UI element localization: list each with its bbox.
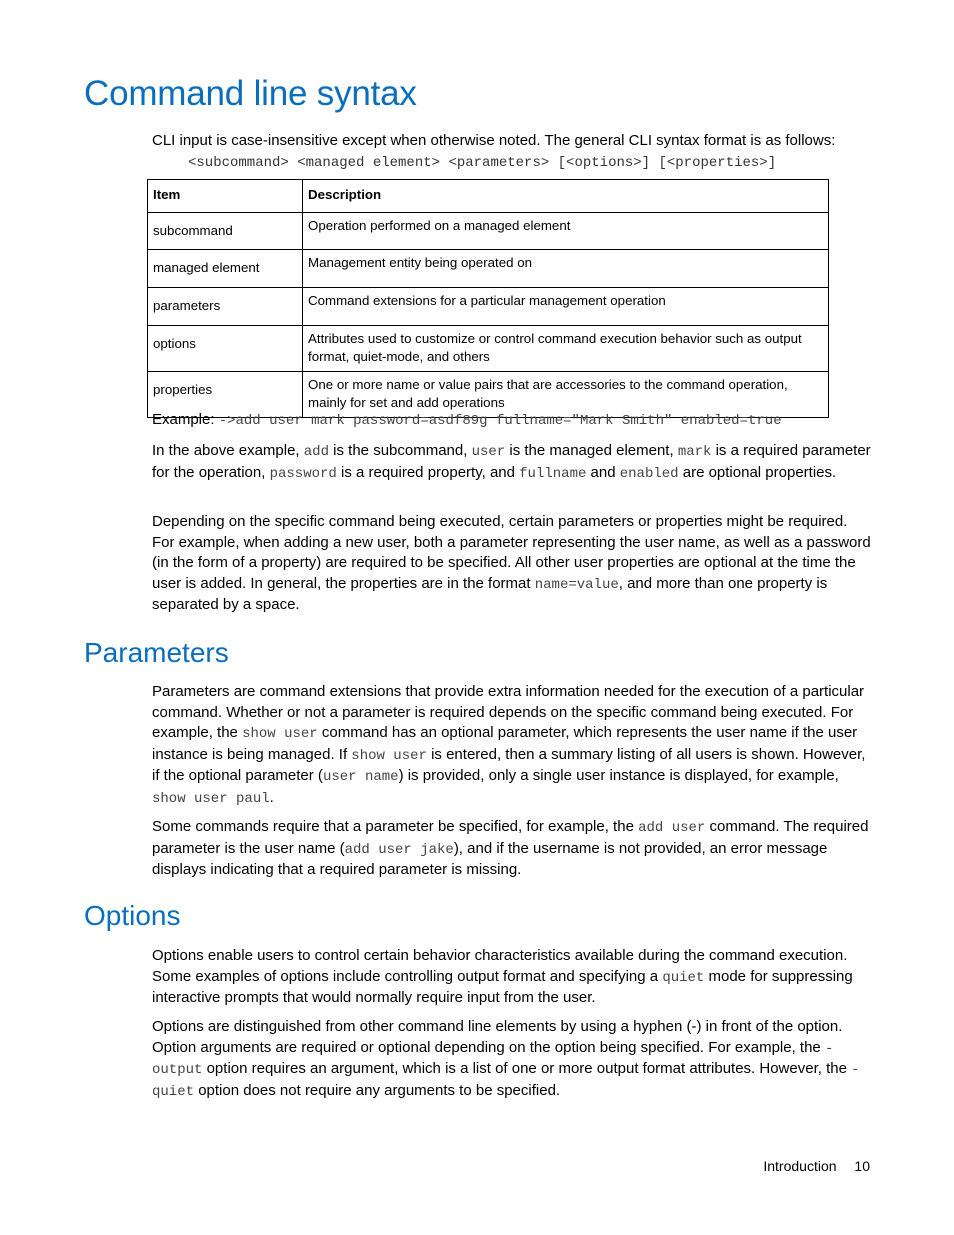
code-mark: mark — [677, 444, 712, 460]
text-segment: Some commands require that a parameter be specified, for example, the — [152, 818, 634, 835]
text-segment: option does not require any arguments to be specified. — [198, 1081, 561, 1099]
example-label: Example: — [152, 411, 215, 428]
parameters-paragraph-2 — [152, 817, 872, 881]
text-segment: , and more than one property is separated by a space. — [152, 574, 828, 614]
table-cell-description: One or more name or value pairs that are accessories to the command operation, mainly for set and add operations — [303, 372, 829, 418]
table-header-row — [148, 180, 829, 213]
text-segment: command. The required parameter is the user name ( — [152, 818, 869, 857]
code-quiet-option: -quiet — [152, 1062, 860, 1100]
code-output-option: -output — [152, 1040, 834, 1079]
table-cell-item: subcommand — [148, 213, 303, 250]
text-segment: mode for suppressing interactive prompts that would normally require input from the user. — [152, 967, 853, 1007]
table-cell-description: Management entity being operated on — [303, 250, 829, 288]
table-cell-item: managed element — [148, 250, 303, 288]
table-row — [148, 250, 829, 288]
text-segment: option requires an argument, which is a list of one or more output format attributes. However, the — [206, 1060, 847, 1078]
code-user: user — [471, 444, 506, 460]
code-password: password — [269, 465, 337, 482]
intro-paragraph: CLI input is case-insensitive except when otherwise noted. The general CLI syntax format is as follows: — [152, 132, 836, 149]
text-segment: ) is provided, only a single user instance is displayed, for example, — [398, 767, 839, 785]
text-segment: is a required property, and — [340, 463, 515, 481]
syntax-table — [147, 179, 829, 418]
text-segment: Parameters are command extensions that provide extra information needed for the execution of a particular command. Whether or not a parameter is required depends on the specific command being executed. For example, the — [152, 683, 865, 742]
example-line — [152, 410, 872, 432]
text-segment: is entered, then a summary listing of all users is shown. However, if the optional parameter ( — [152, 745, 866, 785]
text-segment: is a required parameter for the operation, — [152, 442, 871, 481]
table-cell-item: options — [148, 326, 303, 372]
text-segment: Options are distinguished from other command line elements by using a hyphen (-) in front of the option. Option arguments are required or optional depending on the option being specified. For example, the — [152, 1018, 843, 1056]
example-command: ->add user mark password=asdf89g fullname="Mark Smith" enabled=true — [218, 413, 782, 429]
code-enabled: enabled — [619, 465, 679, 482]
page-number: 10 — [854, 1158, 870, 1174]
options-paragraph-2 — [152, 1017, 872, 1102]
code-user-name: user name — [322, 769, 399, 786]
code-add: add — [303, 444, 329, 460]
text-segment: are optional properties. — [682, 463, 837, 481]
table-row — [148, 288, 829, 326]
text-segment: . — [269, 788, 274, 806]
code-name-value: name=value — [534, 576, 619, 593]
syntax-format: <subcommand> <managed element> <parameters> [<options>] [<properties>] — [188, 155, 777, 171]
text-segment: ), and if the username is not provided, an error message displays indicating that a required parameter is missing. — [152, 839, 828, 879]
text-segment: Depending on the specific command being executed, certain parameters or properties might be required. For example, when adding a new user, both a parameter representing the user name, as well as a password (in the form of a property) are required to be specified. All other user properties are optional at the time the user is added. In general, the properties are in the format — [152, 513, 871, 592]
text-segment: In the above example, — [152, 442, 300, 459]
code-fullname: fullname — [519, 465, 587, 482]
page-title: Command line syntax — [84, 74, 417, 113]
code-show-user: show user — [351, 747, 427, 764]
parameters-paragraph-1 — [152, 682, 872, 810]
table-cell-item: properties — [148, 372, 303, 418]
code-quiet: quiet — [662, 969, 705, 986]
table-cell-description: Operation performed on a managed element — [303, 213, 829, 250]
table-row — [148, 326, 829, 372]
code-add-user: add user — [638, 820, 706, 836]
text-segment: is the managed element, — [509, 442, 674, 459]
code-show-user: show user — [242, 726, 318, 743]
text-segment: command has an optional parameter, which represents the user name if the user instance is being managed. If — [152, 724, 858, 763]
footer-section-name: Introduction — [763, 1158, 837, 1174]
depending-paragraph — [152, 512, 872, 616]
text-segment: Options enable users to control certain behavior characteristics available during the command execution. Some examples of options include controlling output format and specifying a — [152, 947, 848, 985]
parameters-heading: Parameters — [84, 637, 229, 668]
code-add-user-jake: add user jake — [344, 841, 454, 858]
table-row — [148, 213, 829, 250]
table-cell-description: Attributes used to customize or control command execution behavior such as output format, quiet-mode, and others — [303, 326, 829, 372]
page-footer — [763, 1158, 870, 1174]
options-heading: Options — [84, 900, 181, 931]
options-paragraph-1 — [152, 946, 872, 1009]
table-cell-item: parameters — [148, 288, 303, 326]
code-show-user-paul: show user paul — [152, 790, 270, 807]
table-header-description: Description — [303, 180, 829, 213]
text-segment: is the subcommand, — [333, 442, 468, 459]
table-header-item: Item — [148, 180, 303, 213]
table-cell-description: Command extensions for a particular management operation — [303, 288, 829, 326]
text-segment: and — [590, 463, 616, 481]
example-explanation — [152, 441, 872, 484]
